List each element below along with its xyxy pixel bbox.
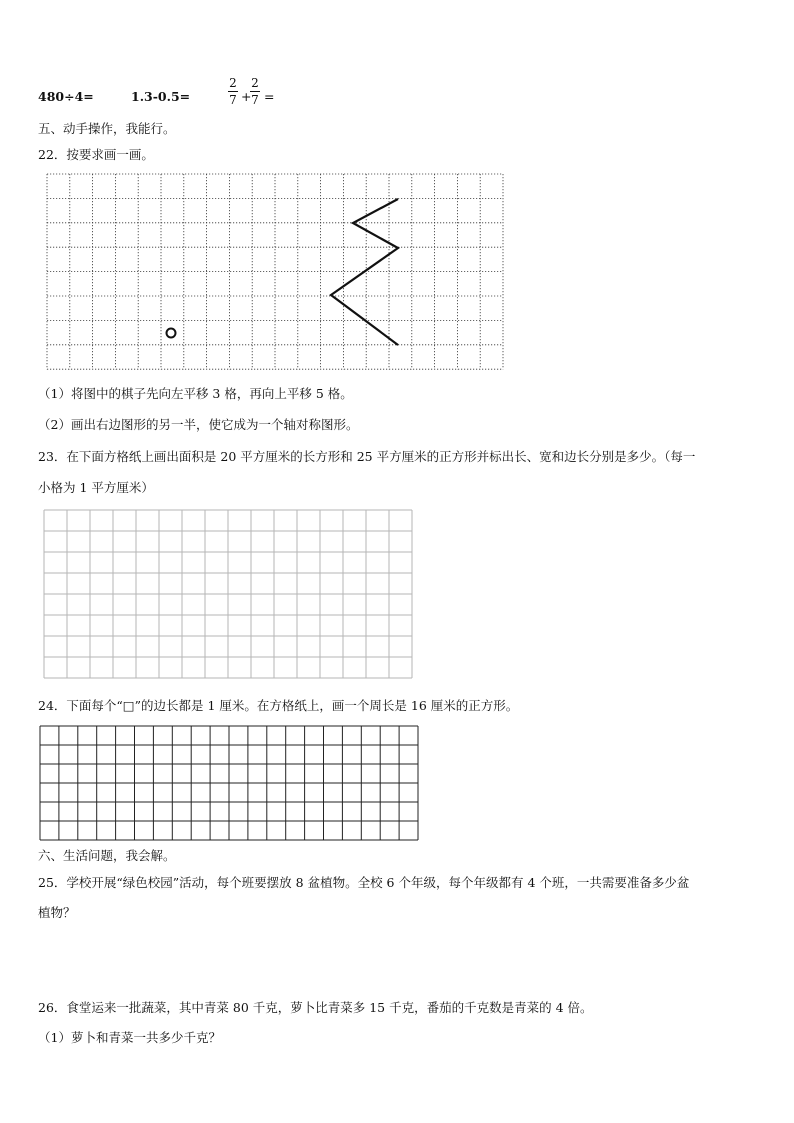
q23-line-1: 23．在下面方格纸上画出面积是 20 平方厘米的长方形和 25 平方厘米的正方形并标出长、宽和边长分别是多少。（每一 xyxy=(38,449,696,464)
fraction-2-numerator: 2 xyxy=(251,76,259,90)
calc-item-2: 1.3-0.5= xyxy=(131,89,191,104)
q22-sub-1: （1）将图中的棋子先向左平移 3 格，再向上平移 5 格。 xyxy=(38,386,353,401)
q25-line-2: 植物？ xyxy=(38,905,76,920)
fraction-1-denominator: 7 xyxy=(229,93,237,107)
fraction-2-denominator: 7 xyxy=(251,93,259,107)
q26-title: 26．食堂运来一批蔬菜，其中青菜 80 千克，萝卜比青菜多 15 千克，番茄的千克数是青菜的 4 倍。 xyxy=(38,1000,593,1015)
section-5-title: 五、动手操作，我能行。 xyxy=(38,121,176,136)
fraction-1-numerator: 2 xyxy=(229,76,237,90)
q24-title: 24．下面每个“□”的边长都是 1 厘米。在方格纸上，画一个周长是 16 厘米的正方形。 xyxy=(38,698,519,713)
equals-sign: = xyxy=(264,89,275,104)
section-6-title: 六、生活问题，我会解。 xyxy=(38,848,176,863)
q25-line-1: 25．学校开展“绿色校园”活动，每个班要摆放 8 盆植物。全校 6 个年级，每个年级都有 4 个班，一共需要准备多少盆 xyxy=(38,875,690,890)
calc-item-1: 480÷4= xyxy=(38,89,94,104)
plus-sign: + xyxy=(241,89,252,104)
q23-line-2: 小格为 1 平方厘米） xyxy=(38,480,154,495)
q22-title: 22．按要求画一画。 xyxy=(38,147,154,162)
q26-sub-1: （1）萝卜和青菜一共多少千克？ xyxy=(38,1030,221,1045)
q22-sub-2: （2）画出右边图形的另一半，使它成为一个轴对称图形。 xyxy=(38,417,359,432)
